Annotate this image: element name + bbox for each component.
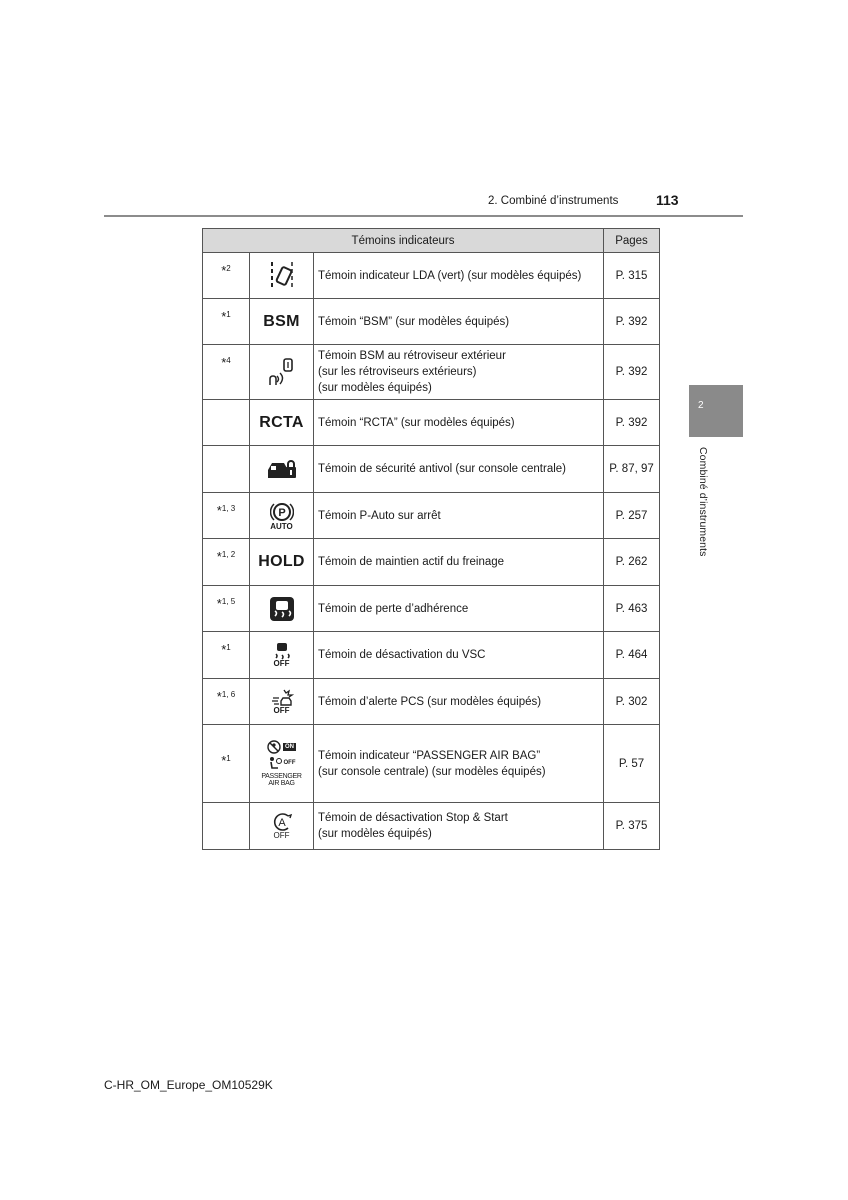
icon-cell (250, 299, 314, 345)
description-cell: Témoin de désactivation du VSC (314, 632, 604, 679)
pcs-off-label: OFF (273, 705, 290, 715)
table-row (203, 493, 660, 539)
icon-cell (250, 632, 314, 679)
page-ref-cell: P. 87, 97 (604, 446, 660, 493)
page-ref-cell: P. 464 (604, 632, 660, 679)
note-cell (203, 400, 250, 446)
section-title: 2. Combiné d’instruments (488, 195, 619, 207)
icon-cell (250, 345, 314, 400)
description-cell: Témoin indicateur LDA (vert) (sur modèles équipés) (314, 253, 604, 299)
page-ref-cell: P. 463 (604, 586, 660, 632)
icon-cell (250, 253, 314, 299)
note-cell: $*_4$ (203, 345, 250, 400)
note-cell: $*_2$ (203, 253, 250, 299)
description-cell: Témoin d’alerte PCS (sur modèles équipés) (314, 679, 604, 725)
description-cell: Témoin de désactivation Stop & Start (sur modèles équipés) (314, 803, 604, 850)
page-ref-cell: P. 392 (604, 299, 660, 345)
header-indicators: Témoins indicateurs (203, 229, 604, 253)
document-code: C-HR_OM_Europe_OM10529K (104, 1078, 273, 1092)
table-row (203, 586, 660, 632)
airbag-label: AIR BAG (268, 780, 295, 787)
table-row (203, 539, 660, 586)
description-cell: Témoin de perte d’adhérence (314, 586, 604, 632)
page-ref-cell: P. 375 (604, 803, 660, 850)
page-ref-cell: P. 262 (604, 539, 660, 586)
note-cell: $*_1$ (203, 632, 250, 679)
note-cell: $*_{1, 5}$ (203, 586, 250, 632)
airbag-seat-icon (268, 756, 282, 770)
vsc-off-label: OFF (273, 659, 290, 668)
page-ref-cell: P. 392 (604, 345, 660, 400)
table-row (203, 725, 660, 803)
stop-start-icon (271, 812, 293, 832)
note-cell: $*_1$ (203, 725, 250, 803)
description-cell: Témoin de maintien actif du freinage (314, 539, 604, 586)
bsm-mirror-icon (268, 357, 296, 387)
icon-cell (250, 493, 314, 539)
icon-cell (250, 539, 314, 586)
chapter-tab-number: 2 (698, 400, 704, 411)
note-cell (203, 803, 250, 850)
table-row (203, 679, 660, 725)
page-number: 113 (656, 192, 679, 208)
table-row (203, 400, 660, 446)
description-cell: Témoin “RCTA” (sur modèles équipés) (314, 400, 604, 446)
note-cell: $*_{1, 2}$ (203, 539, 250, 586)
header-rule (104, 215, 743, 217)
icon-cell (250, 679, 314, 725)
bsm-text-icon: BSM (263, 312, 300, 330)
pcs-warning-icon (270, 689, 294, 707)
note-cell: $*_{1, 6}$ (203, 679, 250, 725)
slip-indicator-icon (269, 596, 295, 622)
security-car-lock-icon (266, 458, 298, 480)
svg-text:A: A (277, 817, 286, 829)
table-row (203, 299, 660, 345)
page-ref-cell: P. 257 (604, 493, 660, 539)
icon-cell (250, 803, 314, 850)
indicator-table (202, 228, 660, 850)
table-row (203, 446, 660, 493)
table-row (203, 345, 660, 400)
svg-text:P: P (277, 506, 286, 519)
airbag-on-label: ON (285, 744, 294, 750)
note-cell: $*_1$ (203, 299, 250, 345)
passenger-label: PASSENGER (261, 773, 302, 780)
p-auto-icon (270, 501, 294, 523)
description-cell: Témoin P-Auto sur arrêt (314, 493, 604, 539)
description-cell: Témoin “BSM” (sur modèles équipés) (314, 299, 604, 345)
chapter-tab (689, 385, 743, 437)
icon-cell (250, 446, 314, 493)
table-row (203, 253, 660, 299)
lda-lane-icon (269, 260, 295, 292)
vsc-car-icon (273, 642, 291, 660)
p-auto-label: AUTO (270, 521, 293, 531)
description-cell: Témoin indicateur “PASSENGER AIR BAG” (sur console centrale) (sur modèles équipés) (314, 725, 604, 803)
icon-cell (250, 586, 314, 632)
table-row (203, 803, 660, 850)
airbag-off-label: OFF (283, 760, 296, 766)
table-row (203, 632, 660, 679)
header-pages: Pages (604, 229, 660, 253)
note-cell: $*_{1, 3}$ (203, 493, 250, 539)
description-cell: Témoin BSM au rétroviseur extérieur (sur les rétroviseurs extérieurs) (sur modèles équipés) (314, 345, 604, 400)
icon-cell (250, 400, 314, 446)
rcta-text-icon: RCTA (259, 413, 304, 431)
description-cell: Témoin de sécurité antivol (sur console centrale) (314, 446, 604, 493)
hold-text-icon: HOLD (258, 553, 305, 570)
icon-cell (250, 725, 314, 803)
note-cell (203, 446, 250, 493)
table-header-row (203, 229, 660, 253)
page-ref-cell: P. 302 (604, 679, 660, 725)
page-ref-cell: P. 57 (604, 725, 660, 803)
page-ref-cell: P. 315 (604, 253, 660, 299)
page-ref-cell: P. 392 (604, 400, 660, 446)
stop-start-off-label: OFF (273, 831, 290, 840)
chapter-tab-label: Combiné d’instruments (697, 447, 709, 557)
no-child-seat-icon (267, 740, 281, 754)
